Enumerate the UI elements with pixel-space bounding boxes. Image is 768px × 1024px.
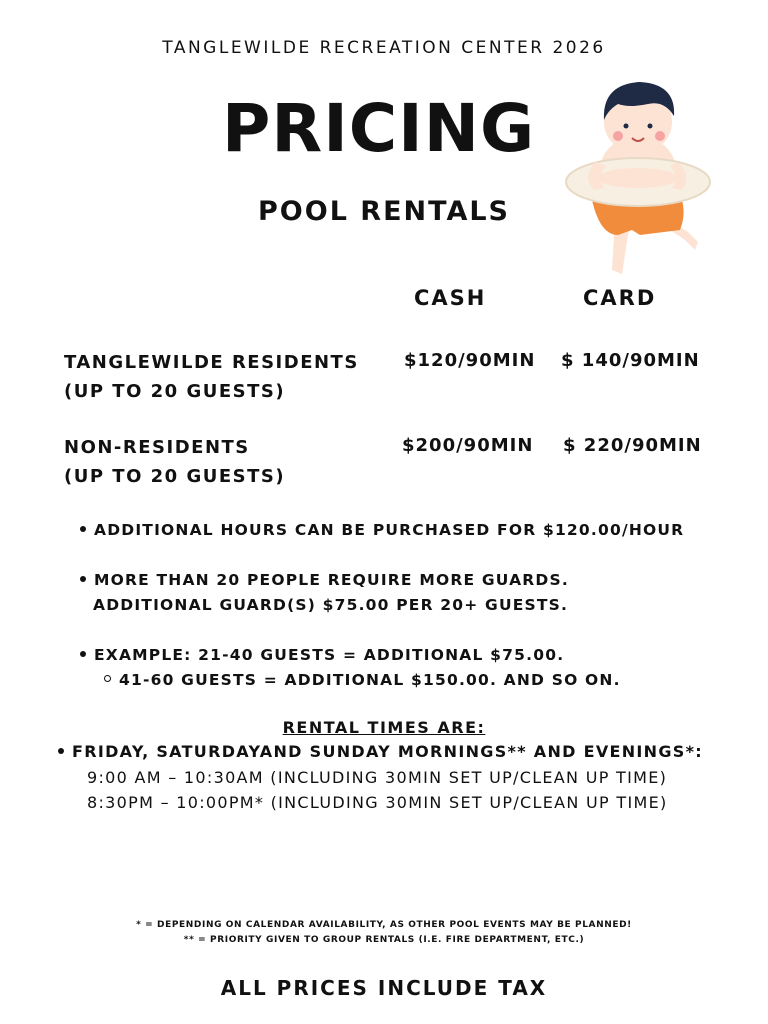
- bullet-dot-icon: [80, 651, 86, 657]
- bullet-text: 41-60 GUESTS = ADDITIONAL $150.00. AND SO ON.: [119, 671, 621, 689]
- bullet-additional-hours: [80, 518, 684, 543]
- bullet-guards: [80, 568, 569, 593]
- rental-time-evening: 8:30PM – 10:00PM* (INCLUDING 30MIN SET UP/CLEAN UP TIME): [87, 793, 668, 812]
- footnote-priority: ** = PRIORITY GIVEN TO GROUP RENTALS (I.E. FIRE DEPARTMENT, ETC.): [183, 935, 585, 945]
- price-non-residents-cash: $200/90MIN: [402, 435, 534, 456]
- row-label-residents: [64, 348, 359, 406]
- child-swim-ring-icon: [560, 70, 720, 290]
- column-header-card: CARD: [583, 286, 657, 310]
- bullet-dot-icon: [58, 748, 64, 754]
- bullet-dot-icon: [80, 526, 86, 532]
- bullet-text: ADDITIONAL HOURS CAN BE PURCHASED FOR $120.00/HOUR: [94, 521, 685, 539]
- rental-days-text: FRIDAY, SATURDAYAND SUNDAY MORNINGS** AND EVENINGS*:: [72, 742, 703, 761]
- row-label-non-residents: [64, 433, 285, 491]
- bullet-text: EXAMPLE: 21-40 GUESTS = ADDITIONAL $75.00.: [94, 646, 565, 664]
- sub-bullet-example: [104, 668, 621, 693]
- footnote-availability: * = DEPENDING ON CALENDAR AVAILABILITY, AS OTHER POOL EVENTS MAY BE PLANNED!: [136, 920, 632, 930]
- page-title: PRICING: [222, 90, 536, 167]
- bullet-text: MORE THAN 20 PEOPLE REQUIRE MORE GUARDS.: [94, 571, 569, 589]
- org-title: TANGLEWILDE RECREATION CENTER 2026: [162, 38, 606, 58]
- rental-days: [58, 742, 703, 761]
- price-residents-cash: $120/90MIN: [404, 350, 536, 371]
- bullet-guards-continued: ADDITIONAL GUARD(S) $75.00 PER 20+ GUESTS.: [93, 596, 569, 614]
- price-residents-card: $ 140/90MIN: [561, 350, 700, 371]
- price-non-residents-card: $ 220/90MIN: [563, 435, 702, 456]
- rental-time-morning: 9:00 AM – 10:30AM (INCLUDING 30MIN SET UP/CLEAN UP TIME): [87, 768, 668, 787]
- bullet-dot-icon: [80, 576, 86, 582]
- row-label-line: (UP TO 20 GUESTS): [64, 466, 286, 487]
- footer-tax-note: ALL PRICES INCLUDE TAX: [220, 976, 548, 1000]
- bullet-example: [80, 643, 564, 668]
- column-header-cash: CASH: [414, 286, 487, 310]
- row-label-line: (UP TO 20 GUESTS): [64, 381, 286, 402]
- row-label-line: TANGLEWILDE RESIDENTS: [64, 352, 359, 373]
- section-subtitle: POOL RENTALS: [258, 196, 510, 227]
- bullet-circle-icon: [104, 675, 111, 682]
- row-label-line: NON-RESIDENTS: [64, 437, 250, 458]
- rental-times-heading: RENTAL TIMES ARE:: [282, 718, 486, 737]
